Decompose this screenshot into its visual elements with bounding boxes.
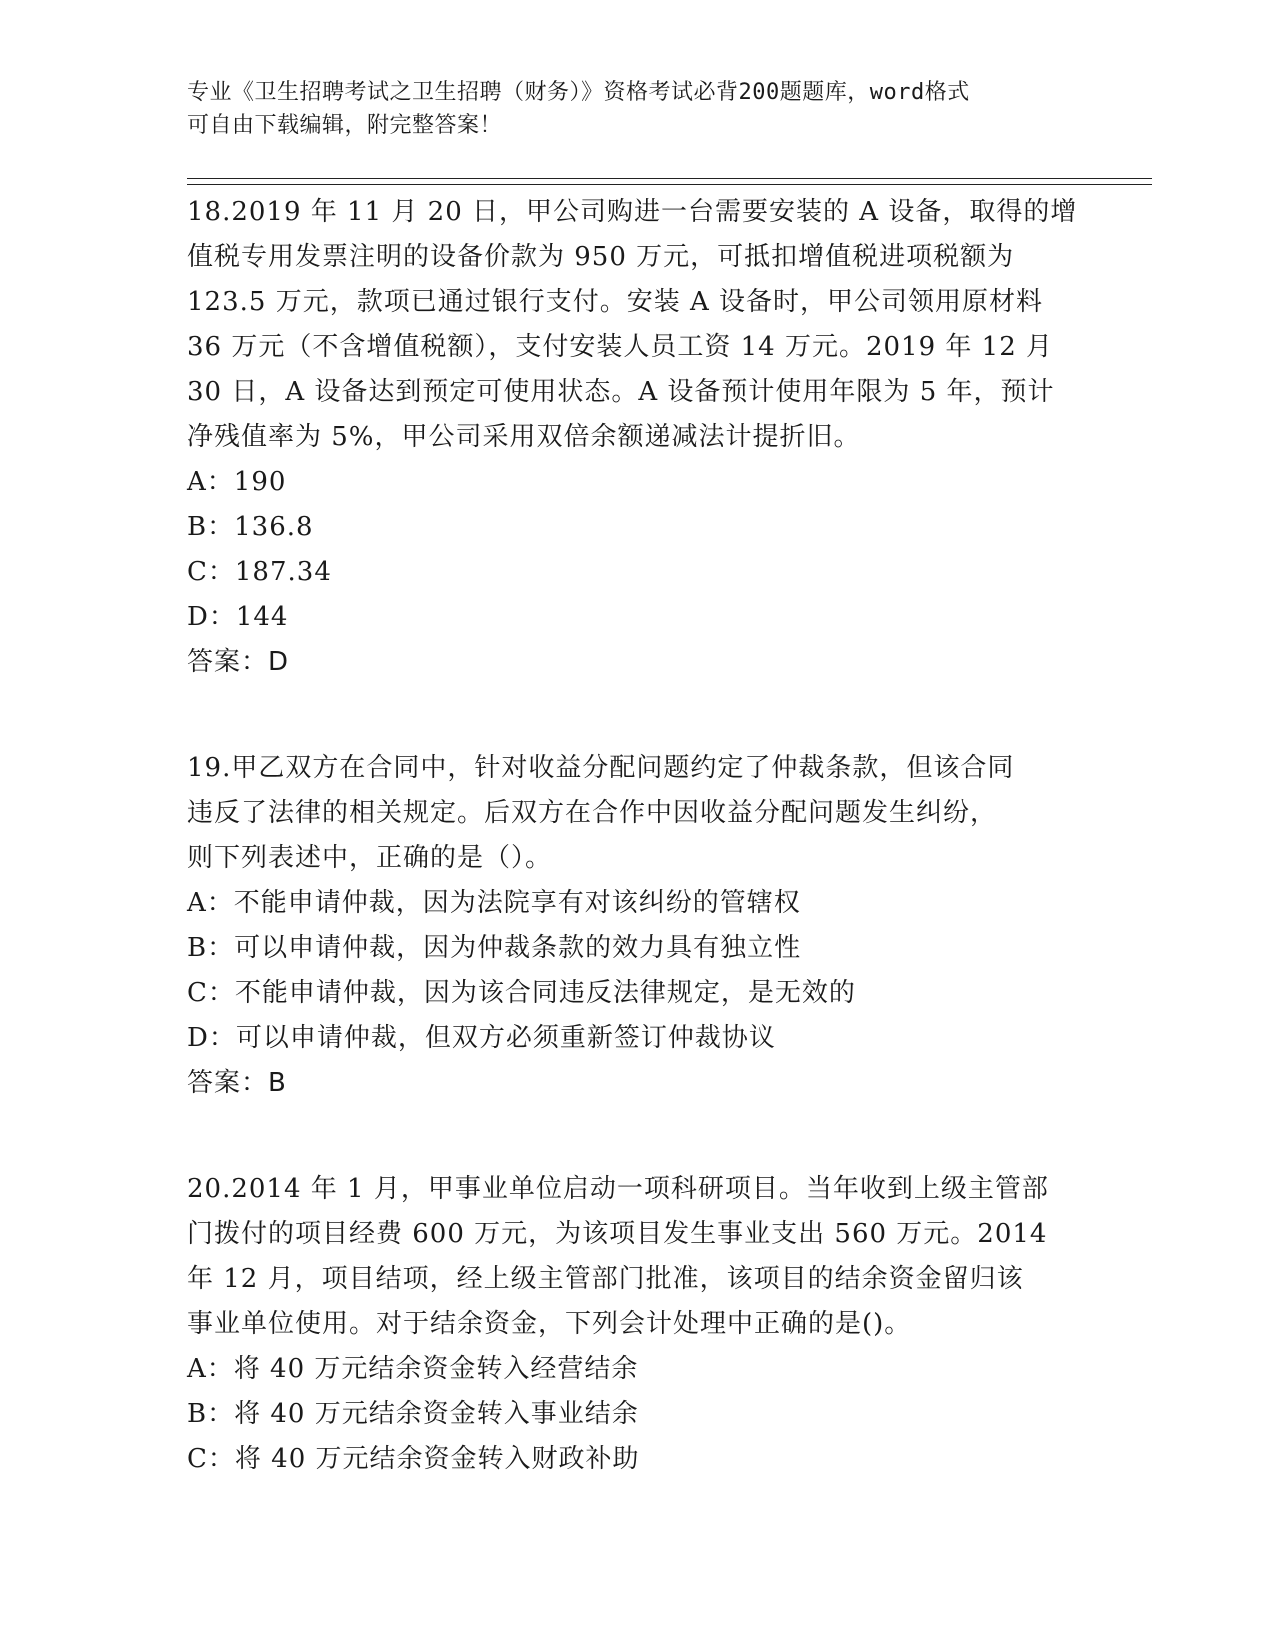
option-c: C：将 40 万元结余资金转入财政补助	[187, 1444, 640, 1474]
question-text-line: 值税专用发票注明的设备价款为 950 万元，可抵扣增值税进项税额为	[187, 242, 1015, 272]
answer-label: 答案：B	[187, 1068, 287, 1098]
option-b: B：可以申请仲裁，因为仲裁条款的效力具有独立性	[187, 933, 802, 963]
option-c: C：187.34	[187, 557, 332, 587]
question-19	[187, 746, 1087, 1106]
question-text-line: 36 万元（不含增值税额），支付安装人员工资 14 万元。2019 年 12 月	[187, 332, 1054, 362]
question-text-line: 19.甲乙双方在合同中，针对收益分配问题约定了仲裁条款，但该合同	[187, 753, 1015, 783]
option-b: B：将 40 万元结余资金转入事业结余	[187, 1399, 639, 1429]
question-20	[187, 1167, 1087, 1482]
question-18	[187, 190, 1087, 685]
answer-label: 答案：D	[187, 647, 290, 677]
question-text-line: 门拨付的项目经费 600 万元，为该项目发生事业支出 560 万元。2014	[187, 1219, 1048, 1249]
header-line-2: 可自由下载编辑，附完整答案！	[187, 113, 503, 138]
question-text-line: 18.2019 年 11 月 20 日，甲公司购进一台需要安装的 A 设备，取得的增	[187, 197, 1078, 227]
option-a: A：将 40 万元结余资金转入经营结余	[187, 1354, 639, 1384]
option-d: D：144	[187, 602, 289, 632]
question-text-line: 30 日，A 设备达到预定可使用状态。A 设备预计使用年限为 5 年，预计	[187, 377, 1055, 407]
question-text-line: 违反了法律的相关规定。后双方在合作中因收益分配问题发生纠纷，	[187, 798, 998, 828]
question-text-line: 净残值率为 5%，甲公司采用双倍余额递减法计提折旧。	[187, 422, 861, 452]
question-text-line: 20.2014 年 1 月，甲事业单位启动一项科研项目。当年收到上级主管部	[187, 1174, 1049, 1204]
option-c: C：不能申请仲裁，因为该合同违反法律规定，是无效的	[187, 978, 856, 1008]
option-d: D：可以申请仲裁，但双方必须重新签订仲裁协议	[187, 1023, 776, 1053]
question-text-line: 年 12 月，项目结项，经上级主管部门批准，该项目的结余资金留归该	[187, 1264, 1024, 1294]
header-divider-bottom	[187, 184, 1152, 185]
header-line-1: 专业《卫生招聘考试之卫生招聘（财务）》资格考试必背200题题库，word格式	[187, 80, 970, 105]
question-text-line: 123.5 万元，款项已通过银行支付。安装 A 设备时，甲公司领用原材料	[187, 287, 1044, 317]
option-a: A：190	[187, 467, 287, 497]
question-text-line: 事业单位使用。对于结余资金，下列会计处理中正确的是()。	[187, 1309, 912, 1339]
header-divider-top	[187, 178, 1152, 179]
document-header	[187, 76, 1087, 142]
question-text-line: 则下列表述中，正确的是（）。	[187, 843, 553, 873]
question-list	[187, 190, 1087, 1543]
option-b: B：136.8	[187, 512, 314, 542]
option-a: A：不能申请仲裁，因为法院享有对该纠纷的管辖权	[187, 888, 801, 918]
